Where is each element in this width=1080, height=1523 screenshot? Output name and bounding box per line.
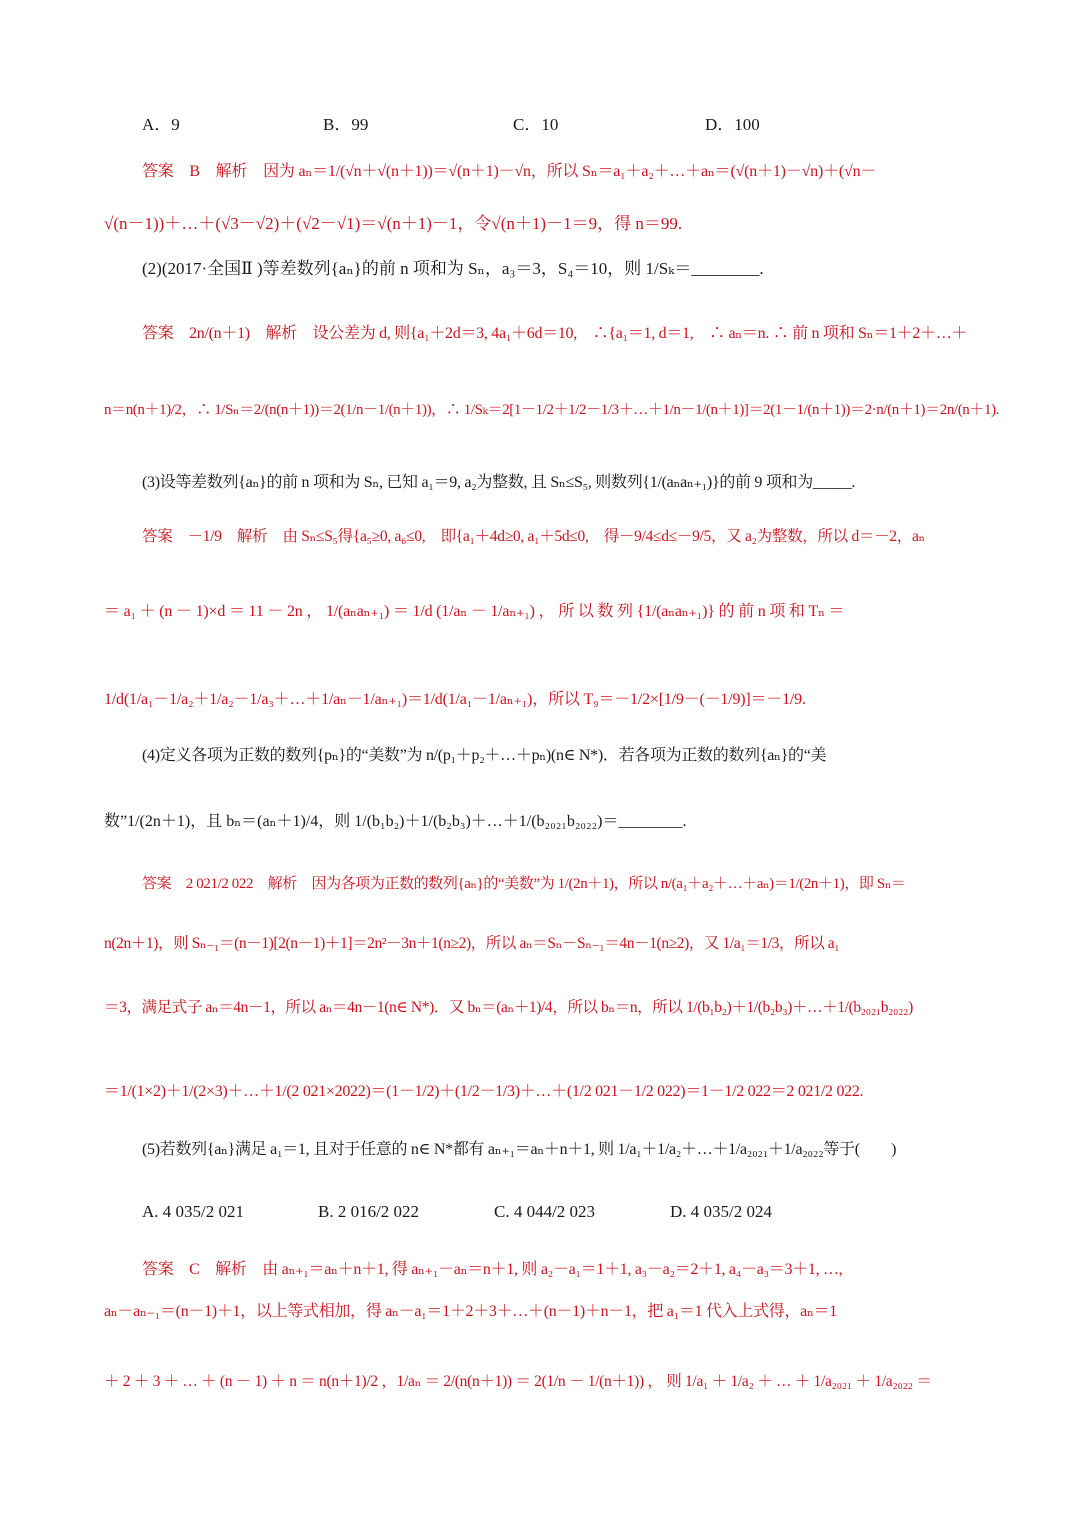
option-b: B．99: [323, 115, 369, 134]
q2-stem: (2)(2017·全国Ⅱ )等差数列{aₙ}的前 n 项和为 Sₙ，a₃＝3，S₄＝10，则 1/Sₖ＝________.: [142, 259, 764, 278]
q5-answer-line2: aₙ－aₙ₋₁＝(n－1)＋1，以上等式相加，得 aₙ－a₁＝1＋2＋3＋…＋(n－1)＋n－1，把 a₁＝1 代入上式得，aₙ＝1: [104, 1303, 837, 1320]
q1-answer-line2: √(n－1))＋…＋(√3－√2)＋(√2－√1)＝√(n＋1)－1，令√(n＋1)－1＝9，得 n＝99.: [104, 214, 683, 233]
q5-answer-line1: 答案 C 解析 由 aₙ₊₁＝aₙ＋n＋1, 得 aₙ₊₁－aₙ＝n＋1, 则 a₂－a₁＝1＋1, a₃－a₂＝2＋1, a₄－a₃＝3＋1, …,: [142, 1261, 843, 1278]
q5-option-a: A. 4 035/2 021: [142, 1202, 244, 1221]
q4-stem-line2: 数”1/(2n＋1)，且 bₙ＝(aₙ＋1)/4，则 1/(b₁b₂)＋1/(b₂b₃)＋…＋1/(b₂₀₂₁b₂₀₂₂)＝________.: [104, 813, 687, 830]
q2-answer-line1: 答案 2n/(n＋1) 解析 设公差为 d, 则{a₁＋2d＝3, 4a₁＋6d＝10, ∴{a₁＝1, d＝1, ∴ aₙ＝n. ∴ 前 n 项和 Sₙ＝1＋2＋…＋: [142, 325, 968, 342]
option-c: C．10: [513, 115, 559, 134]
q2-answer-line2: n＝n(n＋1)/2，∴ 1/Sₙ＝2/(n(n＋1))＝2(1/n－1/(n＋1))，∴ 1/Sₖ＝2[1－1/2＋1/2－1/3＋…＋1/n－1/(n＋1)]＝2(1－1/(n＋1))＝2·n/(n＋1)＝2n/(n＋1).: [104, 402, 1000, 418]
q4-answer-line2: n(2n＋1)，则 Sₙ₋₁＝(n－1)[2(n－1)＋1]＝2n²－3n＋1(n≥2)，所以 aₙ＝Sₙ－Sₙ₋₁＝4n－1(n≥2)，又 1/a₁＝1/3，所以 a₁: [104, 935, 840, 952]
q5-option-b: B. 2 016/2 022: [318, 1202, 420, 1221]
q4-stem-line1: (4)定义各项为正数的数列{pₙ}的“美数”为 n/(p₁＋p₂＋…＋pₙ)(n∈ N*)．若各项为正数的数列{aₙ}的“美: [142, 747, 827, 764]
q1-answer-line1: 答案 B 解析 因为 aₙ＝1/(√n＋√(n＋1))＝√(n＋1)－√n，所以 Sₙ＝a₁＋a₂＋…＋aₙ＝(√(n＋1)－√n)＋(√n－: [142, 163, 877, 180]
q5-stem: (5)若数列{aₙ}满足 a₁＝1, 且对于任意的 n∈ N*都有 aₙ₊₁＝aₙ＋n＋1, 则 1/a₁＋1/a₂＋…＋1/a₂₀₂₁＋1/a₂₀₂₂等于( ): [142, 1141, 897, 1158]
q4-answer-line3: ＝3，满足式子 aₙ＝4n－1，所以 aₙ＝4n－1(n∈ N*)．又 bₙ＝(aₙ＋1)/4，所以 bₙ＝n，所以 1/(b₁b₂)＋1/(b₂b₃)＋…＋1/(b₂₀₂₁b₂₀₂₂): [104, 999, 913, 1016]
option-a: A．9: [142, 115, 180, 134]
q4-answer-line1: 答案 2 021/2 022 解析 因为各项为正数的数列{aₙ}的“美数”为 1/(2n＋1)，所以 n/(a₁＋a₂＋…＋aₙ)＝1/(2n＋1)，即 Sₙ＝: [142, 876, 906, 892]
option-d: D．100: [705, 115, 760, 134]
q3-answer-line2: ＝ a₁ ＋ (n － 1)×d ＝ 11 － 2n ， 1/(aₙaₙ₊₁) ＝ 1/d (1/aₙ － 1/aₙ₊₁) ， 所 以 数 列 {1/(aₙaₙ₊₁)} 的 前 n 项 和 Tₙ ＝: [104, 603, 845, 620]
q3-answer-line3: 1/d(1/a₁－1/a₂＋1/a₂－1/a₃＋…＋1/aₙ－1/aₙ₊₁)＝1/d(1/a₁－1/aₙ₊₁)，所以 T₉＝－1/2×[1/9－(－1/9)]＝－1/9.: [104, 691, 806, 708]
q4-answer-line4: ＝1/(1×2)＋1/(2×3)＋…＋1/(2 021×2022)＝(1－1/2)＋(1/2－1/3)＋…＋(1/2 021－1/2 022)＝1－1/2 022＝2 021/2 022.: [104, 1083, 864, 1100]
q3-answer-line1: 答案 －1/9 解析 由 Sₙ≤S₅得{a₅≥0, a₆≤0, 即{a₁＋4d≥0, a₁＋5d≤0, 得－9/4≤d≤－9/5，又 a₂为整数，所以 d＝－2，aₙ: [142, 528, 925, 545]
q5-option-c: C. 4 044/2 023: [494, 1202, 596, 1221]
q5-option-d: D. 4 035/2 024: [670, 1202, 772, 1221]
q3-stem: (3)设等差数列{aₙ}的前 n 项和为 Sₙ, 已知 a₁＝9, a₂为整数, 且 Sₙ≤S₅, 则数列{1/(aₙaₙ₊₁)}的前 9 项和为_____.: [142, 474, 856, 491]
q5-answer-line3: ＋ 2 ＋ 3 ＋ … ＋ (n － 1) ＋ n ＝ n(n＋1)/2 ，1/aₙ ＝ 2/(n(n＋1)) ＝ 2(1/n － 1/(n＋1)) ， 则 1/a₁ ＋ 1/a₂ ＋ … ＋ 1/a₂₀₂₁ ＋ 1/a₂₀₂₂ ＝: [104, 1373, 932, 1390]
